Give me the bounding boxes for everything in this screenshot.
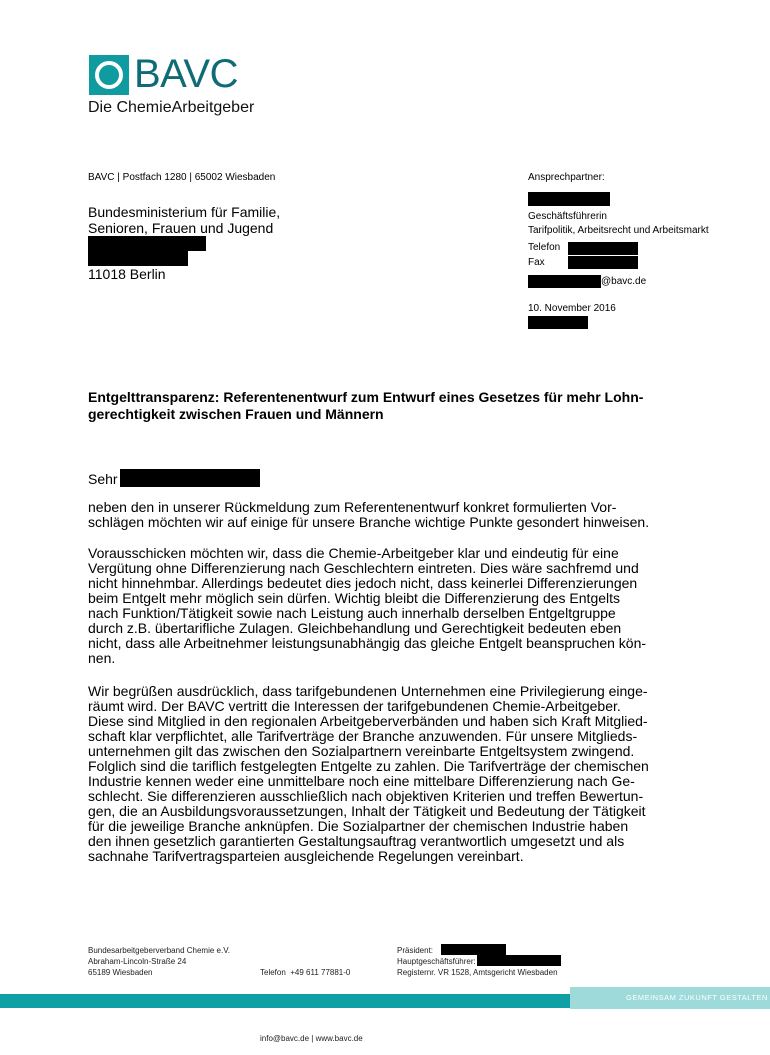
recipient-line-2: Senioren, Frauen und Jugend: [88, 220, 274, 236]
text-line: schlägen möchten wir auf einige für unsere Branche wichtige Punkte gesondert hinweisen.: [88, 514, 650, 530]
paragraph-2: [88, 546, 678, 666]
contact-role: Geschäftsführerin: [528, 211, 607, 222]
logo-tagline: Die ChemieArbeitgeber: [88, 99, 255, 116]
footer-col-1: [88, 945, 230, 978]
sender-line: BAVC | Postfach 1280 | 65002 Wiesbaden: [88, 172, 276, 183]
redacted-block: [477, 955, 561, 966]
text-line: durch z.B. übertarifliche Zulagen. Gleichbehandlung und Gerechtigkeit bedeuten eben: [88, 620, 622, 636]
text-line: Industrie kennen weder eine unmittelbare noch eine mittelbare Differenzierung nach Ge-: [88, 773, 635, 789]
subject-line-1: Entgelttransparenz: Referentenentwurf zum Entwurf eines Gesetzes für mehr Lohn-: [88, 389, 644, 405]
text-line: schaft klar verpflichtet, alle Tarifverträge der Branche anzuwenden. Für unsere Mitglieds-: [88, 728, 638, 744]
footer-ceo: Hauptgeschäftsführer:: [397, 957, 476, 966]
text-line: nach Funktion/Tätigkeit sowie nach Leistung auch innerhalb derselben Entgeltgruppe: [88, 605, 616, 621]
redacted-block: [568, 242, 638, 255]
redacted-block: [88, 251, 188, 266]
text-line: Folglich sind die tariflich festgelegten Entgelte zu zahlen. Die Tarifverträge der chemischen: [88, 758, 649, 774]
footer-street: Abraham-Lincoln-Straße 24: [88, 957, 187, 966]
footer-president: Präsident:: [397, 946, 434, 955]
redacted-block: [441, 944, 506, 955]
text-line: gen, die an Ausbildungsvoraussetzungen, Inhalt der Tätigkeit und Bedeutung der Tätigkeit: [88, 803, 646, 819]
letter-date: 10. November 2016: [528, 303, 616, 314]
text-line: beim Entgelt mehr möglich sein dürfen. Wichtig bleibt die Differenzierung des Entgelts: [88, 590, 621, 606]
contact-heading: Ansprechpartner:: [528, 172, 605, 183]
text-line: sachnahe Tarifvertragsparteien ausgleichende Regelungen vereinbart.: [88, 848, 524, 864]
text-line: neben den in unserer Rückmeldung zum Referentenentwurf konkret formulierten Vor-: [88, 499, 617, 515]
recipient-city: 11018 Berlin: [88, 266, 166, 282]
redacted-block: [528, 192, 610, 206]
salutation: Sehr: [88, 471, 118, 487]
phone-label: Telefon: [528, 242, 561, 253]
contact-department: Tarifpolitik, Arbeitsrecht und Arbeitsmarkt: [528, 225, 709, 236]
footer-web: info@bavc.de | www.bavc.de: [260, 1034, 363, 1043]
paragraph-1: [88, 500, 678, 530]
footer-org-name: Bundesarbeitgeberverband Chemie e.V.: [88, 946, 231, 955]
text-line: nen.: [88, 650, 116, 666]
subject-line-2: gerechtigkeit zwischen Frauen und Männern: [88, 406, 384, 422]
logo-name: BAVC: [134, 52, 238, 96]
footer-register: Registernr. VR 1528, Amtsgericht Wiesbaden: [397, 968, 558, 977]
redacted-block: [568, 256, 638, 269]
redacted-block: [88, 236, 206, 251]
text-line: schlecht. Sie differenzieren ausschließlich nach objektiven Kriterien und treffen Bewertun-: [88, 788, 644, 804]
recipient-line-1: Bundesministerium für Familie,: [88, 204, 281, 220]
text-line: Diese sind Mitglied in den regionalen Arbeitgeberverbänden und haben sich Kraft Mitglied-: [88, 713, 648, 729]
text-line: räumt wird. Der BAVC vertritt die Interessen der tarifgebundenen Chemie-Arbeitgeber.: [88, 698, 621, 714]
redacted-block: [120, 469, 260, 487]
footer-phone: Telefon +49 611 77881-0: [260, 968, 351, 977]
text-line: Vorausschicken möchten wir, dass die Chemie-Arbeitgeber klar und eindeutig für eine: [88, 545, 619, 561]
text-line: unternehmen gilt das zwischen den Sozialpartnern vereinbarte Entgeltsystem zwingend.: [88, 743, 635, 759]
text-line: nicht hinnehmbar. Allerdings bedeutet dies jedoch nicht, dass keinerlei Differenzierungen: [88, 575, 638, 591]
text-line: Vergütung ohne Differenzierung nach Geschlechtern eintreten. Dies wäre sachfremd und: [88, 560, 639, 576]
text-line: den ihnen gesetzlich garantierten Gestaltungsauftrag verantwortlich umgesetzt und als: [88, 833, 625, 849]
text-line: für die jeweilige Branche anknüpfen. Die Sozialpartner der chemischen Industrie haben: [88, 818, 629, 834]
footer-slogan: GEMEINSAM ZUKUNFT GESTALTEN: [626, 993, 768, 1002]
text-line: nicht, dass alle Arbeitnehmer leistungsunabhängig das gleiche Entgelt beanspruchen kön-: [88, 635, 647, 651]
footer-city: 65189 Wiesbaden: [88, 968, 153, 977]
fax-label: Fax: [528, 257, 545, 268]
paragraph-3: [88, 684, 678, 864]
redacted-block: [528, 316, 588, 329]
text-line: Wir begrüßen ausdrücklich, dass tarifgebundenen Unternehmen eine Privilegierung einge-: [88, 683, 648, 699]
redacted-block: [528, 275, 601, 288]
bavc-logo-mark: [89, 55, 129, 95]
email-suffix: @bavc.de: [601, 276, 647, 287]
